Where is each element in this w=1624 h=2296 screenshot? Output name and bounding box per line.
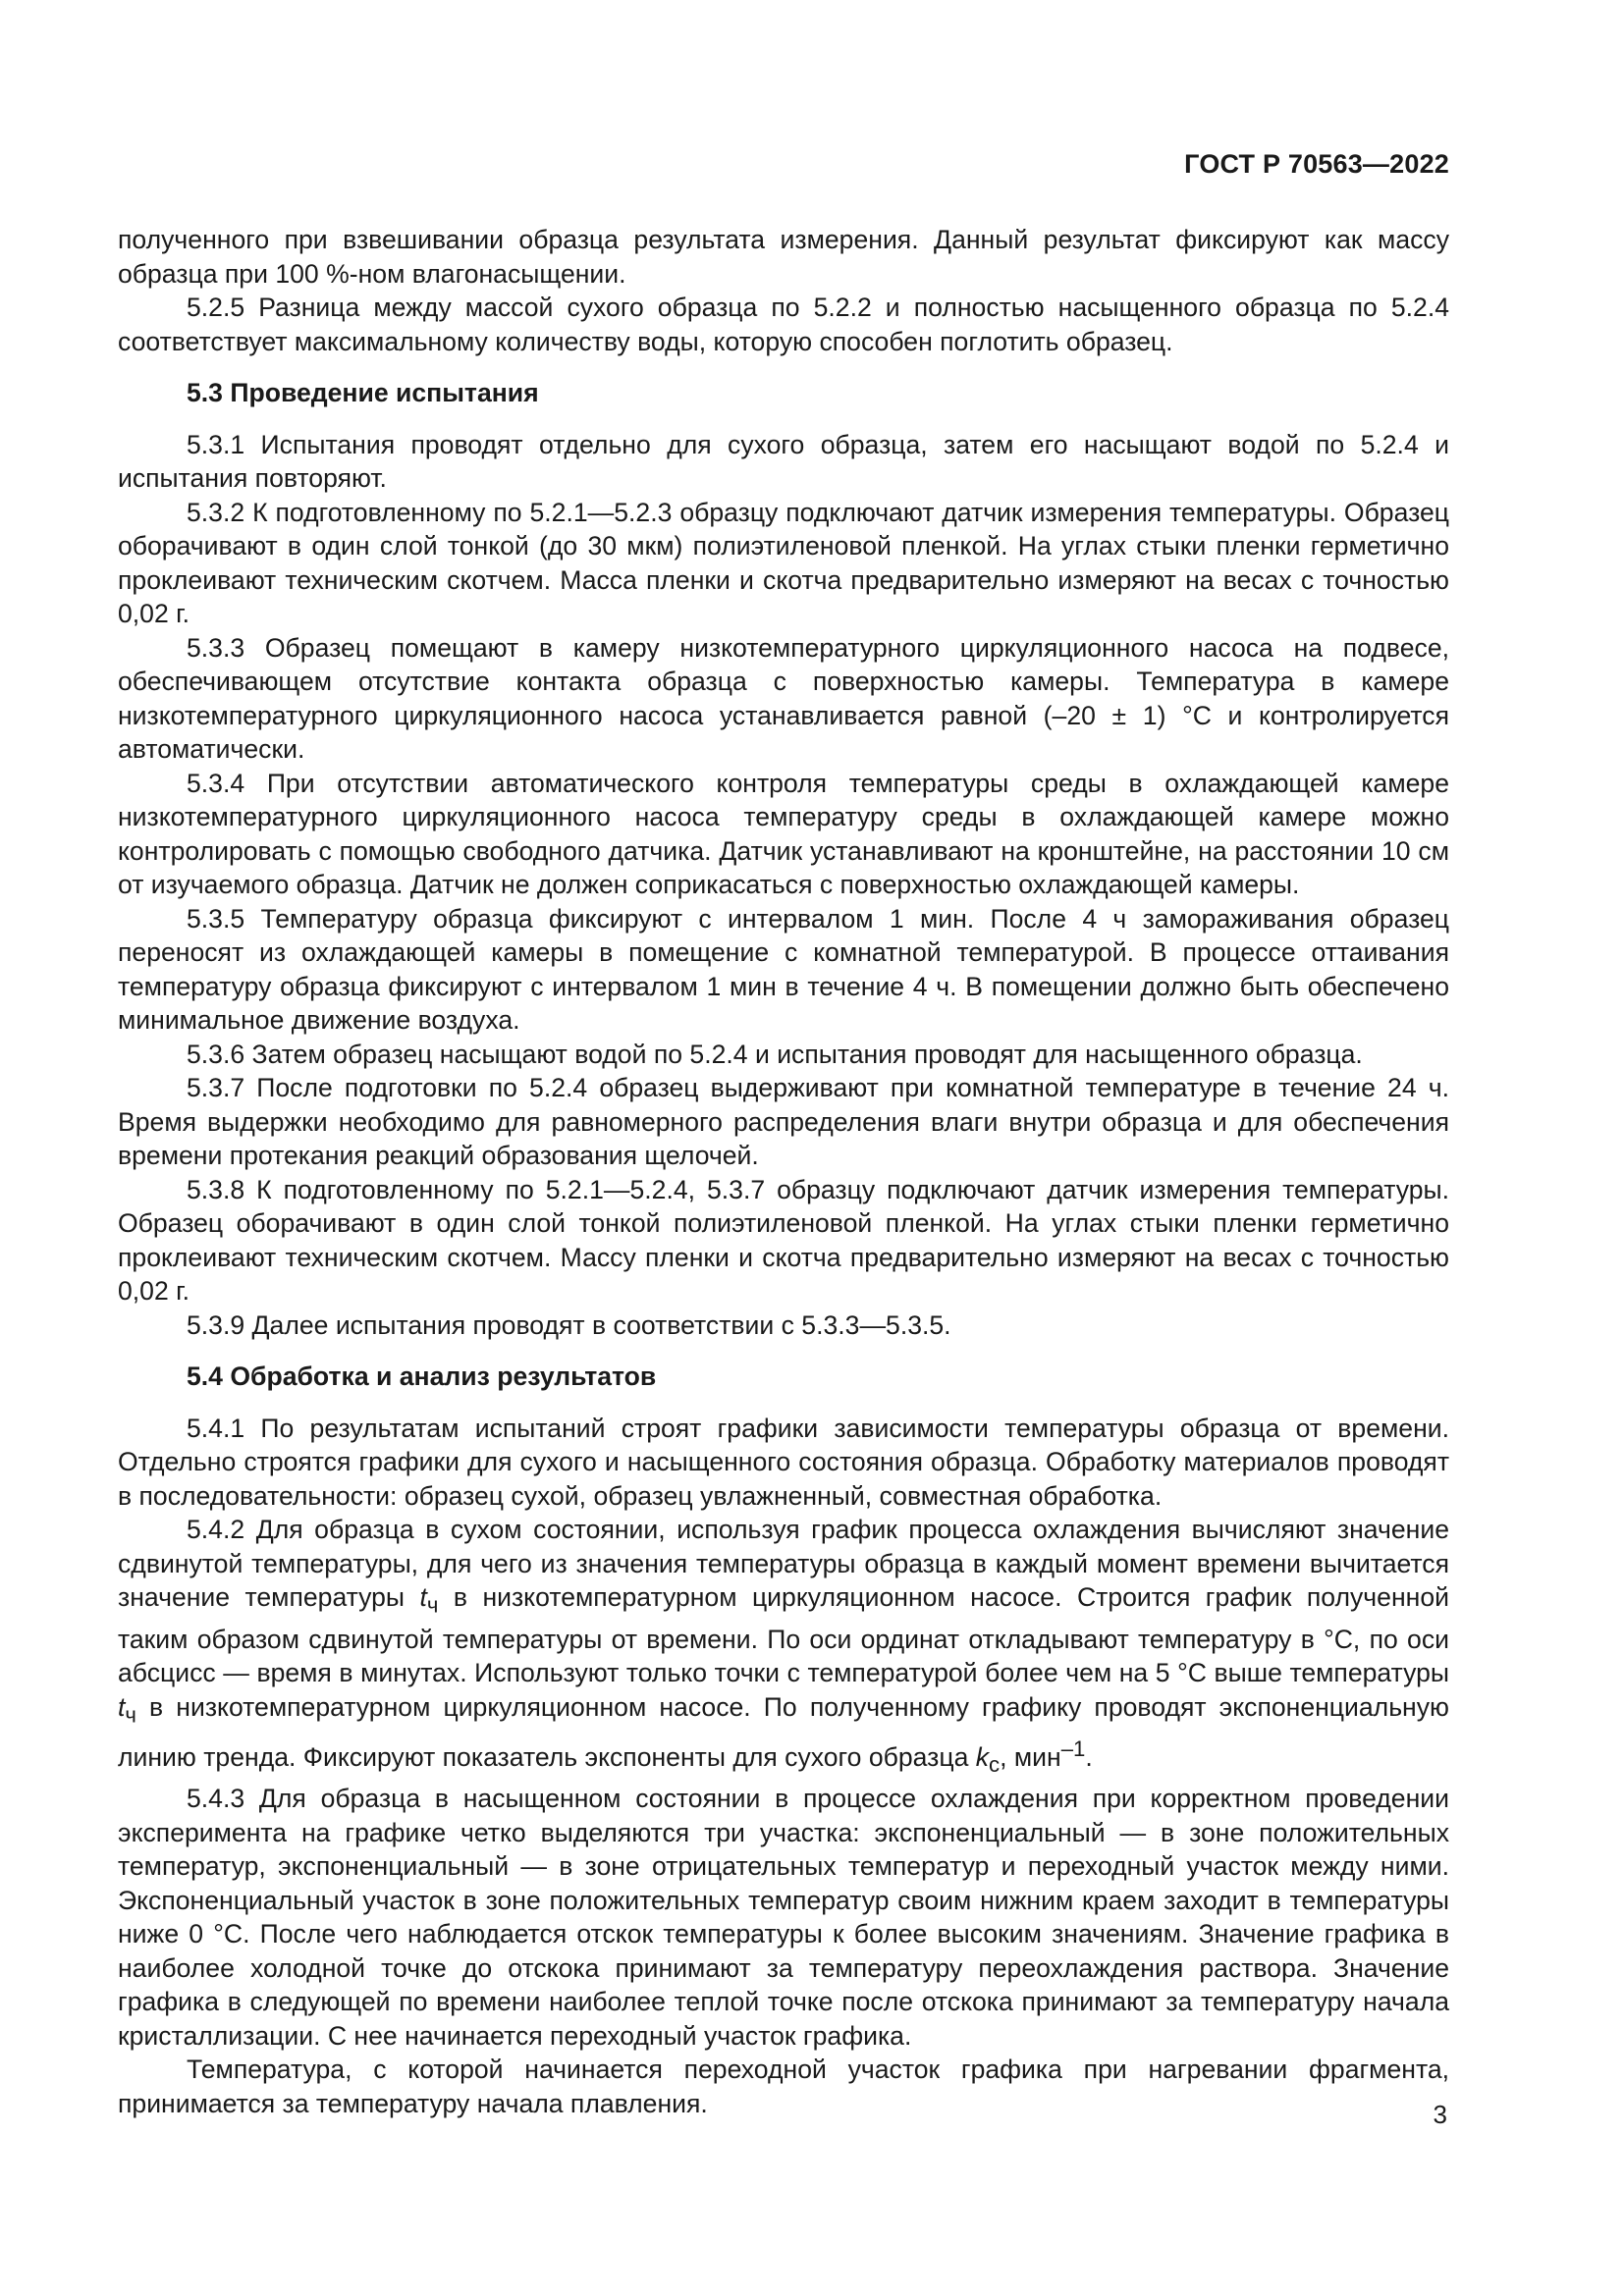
paragraph-5-3-4: 5.3.4 При отсутствии автоматического контроля температуры среды в охлаждающей камере низкотемпературного циркуляционного насоса температуру среды в охлаждающей камере можно контролировать с помощью свободного датчика. Датчик устанавливают на кронштейне, на расстоянии 10 см от изучаемого образца. Датчик не должен соприкасаться с поверхностью охлаждающей камеры. (118, 768, 1449, 899)
document-body (118, 223, 1449, 2120)
text-run: в низкотемпературном циркуляционном насосе. Строится график полученной таким образом сдвинутой температуры от времени. По оси ординат откладывают температуру в °С, по оси абсцисс — время в минутах. Используют только точки с температурой более чем на 5 °С выше температуры (118, 1582, 1449, 1688)
superscript-minus-one: –1 (1060, 1735, 1086, 1761)
text-run: в низкотемпературном циркуляционном насосе. По полученному графику проводят экспоненциальную линию тренда. Фиксируют показатель экспоненты для сухого образца (118, 1691, 1449, 1772)
paragraph-5-3-3: 5.3.3 Образец помещают в камеру низкотемпературного циркуляционного насоса на подвесе, обеспечивающем отсутствие контакта образца с поверхностью камеры. Температура в камере низкотемпературного циркуляционного насоса устанавливается равной (–20 ± 1) °С и контролируется автоматически. (118, 632, 1449, 764)
subscript-ch: ч (426, 1592, 439, 1618)
page-number: 3 (1433, 2100, 1447, 2129)
paragraph-melting: Температура, с которой начинается переходной участок графика при нагревании фрагмента, принимается за температуру начала плавления. (118, 2055, 1449, 2118)
variable-t: t (118, 1691, 126, 1722)
paragraph-5-4-3: 5.4.3 Для образца в насыщенном состоянии в процессе охлаждения при корректном проведении эксперимента на графике четко выделяются три участка: экспоненциальный — в зоне положительных температур, экспоненциальный — в зоне отрицательных температур и переходный участок между ними. Экспоненциальный участок в зоне положительных температур своим нижним краем заходит в температуры ниже 0 °С. После чего наблюдается отскок температуры к более высоким значениям. Значение графика в наиболее холодной точке до отскока принимают за температуру переохлаждения раствора. Значение графика в следующей по времени наиболее теплой точке после отскока принимают за температуру начала кристаллизации. С нее начинается переходный участок графика. (118, 1784, 1449, 2051)
text-run: , мин (1000, 1741, 1061, 1772)
text-run: . (1085, 1741, 1093, 1772)
section-heading-5-4: 5.4 Обработка и анализ результатов (187, 1362, 657, 1391)
section-heading-5-3: 5.3 Проведение испытания (187, 378, 539, 407)
paragraph-5-3-1: 5.3.1 Испытания проводят отдельно для сухого образца, затем его насыщают водой по 5.2.4 и испытания повторяют. (118, 429, 1449, 493)
subscript-c: с (989, 1751, 1001, 1777)
paragraph-5-2-5: 5.2.5 Разница между массой сухого образца по 5.2.2 и полностью насыщенного образца по 5.2.4 соответствует максимальному количеству воды, которую способен поглотить образец. (118, 293, 1449, 356)
paragraph-5-4-2 (118, 1513, 1449, 1782)
paragraph-5-3-8: 5.3.8 К подготовленному по 5.2.1—5.2.4, 5.3.7 образцу подключают датчик измерения температуры. Образец оборачивают в один слой тонкой полиэтиленовой пленкой. На углах стыки пленки герметично проклеивают техническим скотчем. Массу пленки и скотча предварительно измеряют на весах с точностью 0,02 г. (118, 1174, 1449, 1306)
paragraph-5-4-1: 5.4.1 По результатам испытаний строят графики зависимости температуры образца от времени. Отдельно строятся графики для сухого и насыщенного состояния образца. Обработку материалов проводят в последовательности: образец сухой, образец увлажненный, совместная обработка. (118, 1413, 1449, 1511)
paragraph-continuation: полученного при взвешивании образца результата измерения. Данный результат фиксируют как массу образца при 100 %-ном влагонасыщении. (118, 225, 1449, 289)
paragraph-5-3-6: 5.3.6 Затем образец насыщают водой по 5.2.4 и испытания проводят для насыщенного образца. (187, 1039, 1363, 1069)
document-designation: ГОСТ Р 70563—2022 (1184, 149, 1449, 179)
paragraph-5-3-2: 5.3.2 К подготовленному по 5.2.1—5.2.3 образцу подключают датчик измерения температуры. Образец оборачивают в один слой тонкой (до 30 мкм) полиэтиленовой пленкой. На углах стыки пленки герметично проклеивают техническим скотчем. Масса пленки и скотча предварительно измеряют на весах с точностью 0,02 г. (118, 497, 1449, 628)
paragraph-5-3-9: 5.3.9 Далее испытания проводят в соответствии с 5.3.3—5.3.5. (187, 1309, 951, 1340)
variable-k: k (975, 1741, 990, 1772)
paragraph-5-3-7: 5.3.7 После подготовки по 5.2.4 образец выдерживают при комнатной температуре в течение 24 ч. Время выдержки необходимо для равномерного распределения влаги внутри образца и для обеспечения времени протекания реакций образования щелочей. (118, 1073, 1449, 1170)
variable-t: t (419, 1582, 427, 1612)
text-run: 5.4.2 Для образца в сухом состоянии, используя график процесса охлаждения вычисляют значение сдвинутой температуры, для чего из значения температуры образца в каждый момент времени вычитается значение температуры (118, 1515, 1449, 1612)
paragraph-5-3-5: 5.3.5 Температуру образца фиксируют с интервалом 1 мин. После 4 ч замораживания образец переносят из охлаждающей камеры в помещение с комнатной температурой. В процессе оттаивания температуру образца фиксируют с интервалом 1 мин в течение 4 ч. В помещении должно быть обеспечено минимальное движение воздуха. (118, 903, 1449, 1035)
subscript-ch: ч (125, 1702, 136, 1728)
